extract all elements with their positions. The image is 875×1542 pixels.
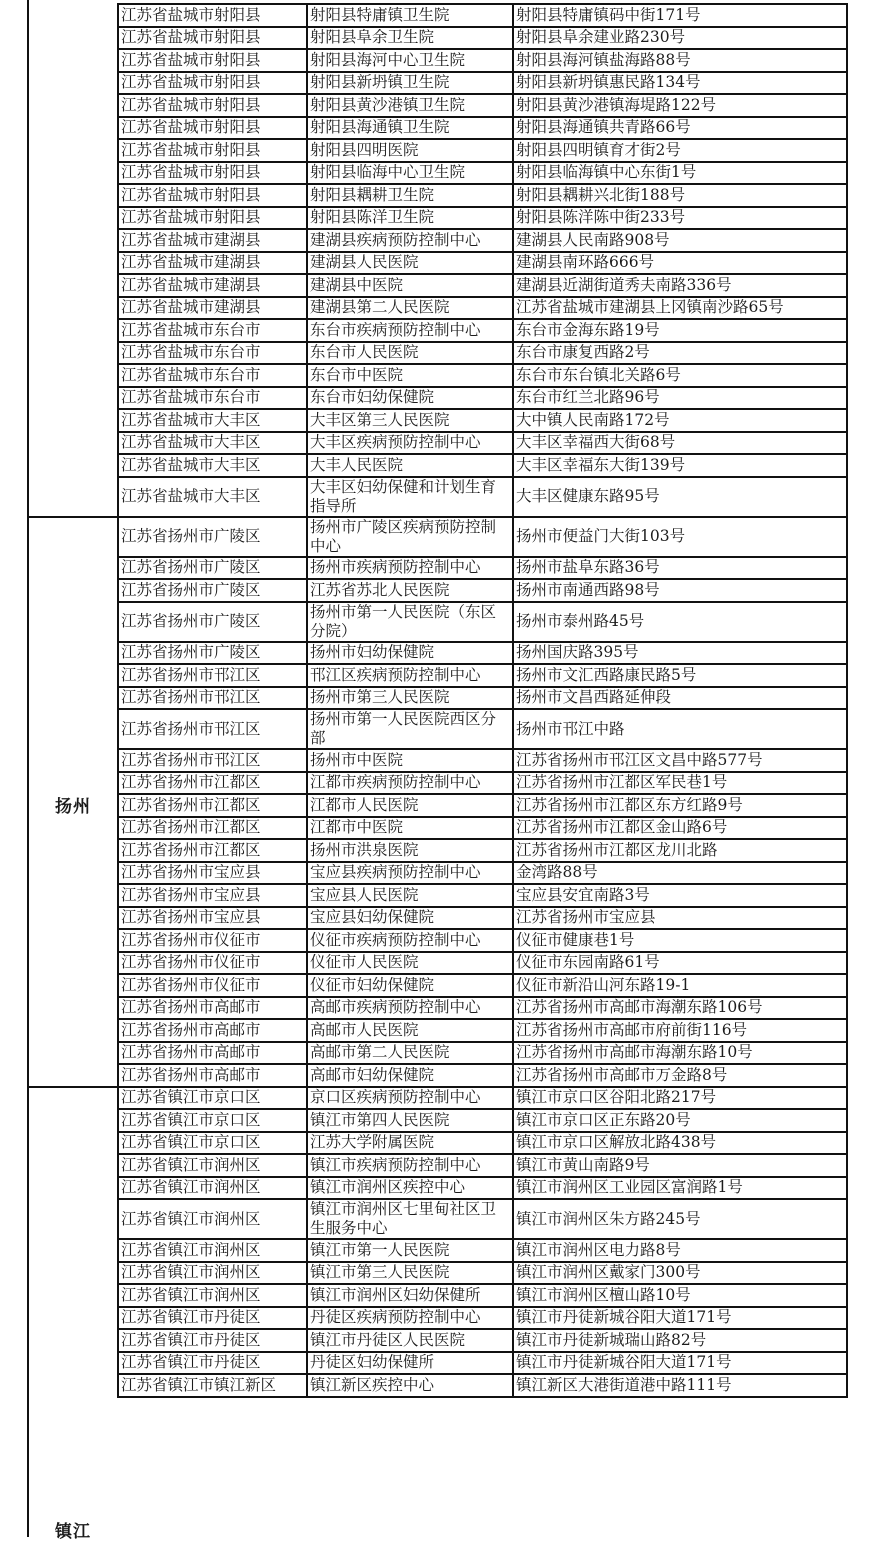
- table-row: [118, 274, 847, 297]
- table-row: [118, 884, 847, 907]
- table-row: [118, 72, 847, 95]
- institution-cell: 建湖县第二人民医院: [307, 297, 513, 320]
- institution-cell: 扬州市疾病预防控制中心: [307, 557, 513, 580]
- table-row: [118, 952, 847, 975]
- region-cell: 江苏省盐城市建湖县: [118, 252, 307, 275]
- address-cell: 江苏省扬州市江都区东方红路9号: [513, 794, 847, 817]
- address-cell: 东台市东台镇北关路6号: [513, 364, 847, 387]
- institution-cell: 建湖县人民医院: [307, 252, 513, 275]
- region-cell: 江苏省扬州市高邮市: [118, 1019, 307, 1042]
- institution-cell: 扬州市洪泉医院: [307, 839, 513, 862]
- region-cell: 江苏省镇江市丹徒区: [118, 1329, 307, 1352]
- address-cell: 镇江市丹徒新城瑞山路82号: [513, 1329, 847, 1352]
- address-cell: 镇江新区大港街道港中路111号: [513, 1374, 847, 1397]
- region-cell: 江苏省盐城市射阳县: [118, 94, 307, 117]
- institution-cell: 大丰区妇幼保健和计划生育指导所: [307, 477, 513, 517]
- address-cell: 江苏省扬州市高邮市万金路8号: [513, 1064, 847, 1087]
- region-cell: 江苏省镇江市京口区: [118, 1132, 307, 1155]
- region-cell: 江苏省扬州市宝应县: [118, 907, 307, 930]
- address-cell: 江苏省扬州市宝应县: [513, 907, 847, 930]
- institution-cell: 高邮市第二人民医院: [307, 1042, 513, 1065]
- address-cell: 仪征市新沿山河东路19-1: [513, 974, 847, 997]
- region-cell: 江苏省扬州市宝应县: [118, 884, 307, 907]
- institution-cell: 射阳县黄沙港镇卫生院: [307, 94, 513, 117]
- institution-cell: 东台市妇幼保健院: [307, 387, 513, 410]
- address-cell: 镇江市黄山南路9号: [513, 1154, 847, 1177]
- table-row: [118, 297, 847, 320]
- institution-cell: 镇江市第三人民医院: [307, 1262, 513, 1285]
- institution-cell: 大丰区疾病预防控制中心: [307, 432, 513, 455]
- institution-cell: 高邮市疾病预防控制中心: [307, 997, 513, 1020]
- institution-cell: 宝应县妇幼保健院: [307, 907, 513, 930]
- table-row: [118, 929, 847, 952]
- region-cell: 江苏省扬州市邗江区: [118, 749, 307, 772]
- institution-cell: 宝应县疾病预防控制中心: [307, 862, 513, 885]
- address-cell: 镇江市润州区戴家门300号: [513, 1262, 847, 1285]
- region-cell: 江苏省扬州市仪征市: [118, 929, 307, 952]
- table-row: [118, 862, 847, 885]
- address-cell: 江苏省扬州市邗江区文昌中路577号: [513, 749, 847, 772]
- institution-cell: 仪征市疾病预防控制中心: [307, 929, 513, 952]
- address-cell: 建湖县南环路666号: [513, 252, 847, 275]
- address-cell: 镇江市京口区解放北路438号: [513, 1132, 847, 1155]
- table-row: [118, 49, 847, 72]
- address-cell: 大丰区幸福西大街68号: [513, 432, 847, 455]
- table-row: [118, 319, 847, 342]
- region-cell: 江苏省扬州市邗江区: [118, 709, 307, 749]
- institution-cell: 镇江市第四人民医院: [307, 1109, 513, 1132]
- institution-cell: 大丰人民医院: [307, 454, 513, 477]
- address-cell: 仪征市东园南路61号: [513, 952, 847, 975]
- table-row: [118, 687, 847, 710]
- table-row: [118, 387, 847, 410]
- region-cell: 江苏省盐城市大丰区: [118, 454, 307, 477]
- address-cell: 镇江市润州区电力路8号: [513, 1239, 847, 1262]
- region-cell: 江苏省扬州市邗江区: [118, 687, 307, 710]
- address-cell: 镇江市京口区正东路20号: [513, 1109, 847, 1132]
- address-cell: 镇江市丹徒新城谷阳大道171号: [513, 1352, 847, 1375]
- table-row: [118, 4, 847, 27]
- institution-cell: 镇江市润州区疾控中心: [307, 1177, 513, 1200]
- institution-cell: 镇江市润州区七里甸社区卫生服务中心: [307, 1199, 513, 1239]
- region-cell: 江苏省盐城市射阳县: [118, 27, 307, 50]
- table-row: [118, 1374, 847, 1397]
- address-cell: 江苏省扬州市高邮市府前街116号: [513, 1019, 847, 1042]
- table-row: [118, 709, 847, 749]
- institution-cell: 江苏省苏北人民医院: [307, 579, 513, 602]
- table-row: [118, 1042, 847, 1065]
- institution-cell: 丹徒区疾病预防控制中心: [307, 1307, 513, 1330]
- institution-cell: 东台市人民医院: [307, 342, 513, 365]
- institution-cell: 东台市中医院: [307, 364, 513, 387]
- institution-cell: 射阳县耦耕卫生院: [307, 184, 513, 207]
- region-cell: 江苏省盐城市射阳县: [118, 162, 307, 185]
- address-cell: 建湖县近湖街道秀夫南路336号: [513, 274, 847, 297]
- institution-cell: 大丰区第三人民医院: [307, 409, 513, 432]
- table-row: [118, 94, 847, 117]
- table-row: [118, 772, 847, 795]
- table-row: [118, 1199, 847, 1239]
- address-cell: 江苏省扬州市高邮市海潮东路106号: [513, 997, 847, 1020]
- region-cell: 江苏省镇江市润州区: [118, 1262, 307, 1285]
- table-row: [118, 207, 847, 230]
- institution-cell: 江都市中医院: [307, 817, 513, 840]
- table-row: [118, 974, 847, 997]
- address-cell: 射阳县黄沙港镇海堤路122号: [513, 94, 847, 117]
- region-cell: 江苏省镇江市京口区: [118, 1109, 307, 1132]
- address-cell: 扬州市泰州路45号: [513, 602, 847, 642]
- address-cell: 江苏省盐城市建湖县上冈镇南沙路65号: [513, 297, 847, 320]
- table-row: [118, 1109, 847, 1132]
- address-cell: 射阳县新坍镇惠民路134号: [513, 72, 847, 95]
- institution-cell: 扬州市广陵区疾病预防控制中心: [307, 517, 513, 557]
- region-cell: 江苏省扬州市江都区: [118, 772, 307, 795]
- region-cell: 江苏省盐城市建湖县: [118, 297, 307, 320]
- institution-cell: 射阳县临海中心卫生院: [307, 162, 513, 185]
- address-cell: 扬州市南通西路98号: [513, 579, 847, 602]
- table-row: [118, 229, 847, 252]
- table-row: [118, 1177, 847, 1200]
- institution-cell: 射阳县陈洋卫生院: [307, 207, 513, 230]
- address-cell: 扬州市邗江中路: [513, 709, 847, 749]
- address-cell: 镇江市润州区工业园区富润路1号: [513, 1177, 847, 1200]
- table-row: [118, 1284, 847, 1307]
- institution-cell: 江都市人民医院: [307, 794, 513, 817]
- address-cell: 东台市康复西路2号: [513, 342, 847, 365]
- table-row: [118, 1352, 847, 1375]
- region-cell: 江苏省镇江市润州区: [118, 1239, 307, 1262]
- region-cell: 江苏省扬州市仪征市: [118, 952, 307, 975]
- region-cell: 江苏省盐城市射阳县: [118, 117, 307, 140]
- address-cell: 江苏省扬州市江都区龙川北路: [513, 839, 847, 862]
- institution-cell: 射阳县四明医院: [307, 139, 513, 162]
- region-cell: 江苏省盐城市大丰区: [118, 477, 307, 517]
- institution-cell: 射阳县阜余卫生院: [307, 27, 513, 50]
- region-cell: 江苏省盐城市射阳县: [118, 72, 307, 95]
- hospital-table: [117, 3, 848, 1398]
- table-row: [118, 1064, 847, 1087]
- address-cell: 大丰区健康东路95号: [513, 477, 847, 517]
- address-cell: 江苏省扬州市江都区金山路6号: [513, 817, 847, 840]
- institution-cell: 镇江新区疾控中心: [307, 1374, 513, 1397]
- institution-cell: 仪征市妇幼保健院: [307, 974, 513, 997]
- address-cell: 扬州市文汇西路康民路5号: [513, 664, 847, 687]
- table-row: [118, 579, 847, 602]
- table-row: [118, 794, 847, 817]
- institution-cell: 东台市疾病预防控制中心: [307, 319, 513, 342]
- region-cell: 江苏省扬州市广陵区: [118, 642, 307, 665]
- institution-cell: 镇江市第一人民医院: [307, 1239, 513, 1262]
- table-row: [118, 1087, 847, 1110]
- address-cell: 仪征市健康巷1号: [513, 929, 847, 952]
- region-cell: 江苏省盐城市大丰区: [118, 409, 307, 432]
- region-cell: 江苏省盐城市射阳县: [118, 139, 307, 162]
- table-row: [118, 839, 847, 862]
- table-row: [118, 602, 847, 642]
- institution-cell: 扬州市妇幼保健院: [307, 642, 513, 665]
- address-cell: 大中镇人民南路172号: [513, 409, 847, 432]
- address-cell: 东台市金海东路19号: [513, 319, 847, 342]
- address-cell: 大丰区幸福东大街139号: [513, 454, 847, 477]
- hospital-table-body: [118, 4, 847, 1397]
- table-row: [118, 252, 847, 275]
- table-row: [118, 1307, 847, 1330]
- address-cell: 建湖县人民南路908号: [513, 229, 847, 252]
- table-row: [118, 1329, 847, 1352]
- region-cell: 江苏省盐城市东台市: [118, 342, 307, 365]
- region-cell: 江苏省扬州市广陵区: [118, 517, 307, 557]
- region-cell: 江苏省扬州市邗江区: [118, 664, 307, 687]
- address-cell: 镇江市润州区檀山路10号: [513, 1284, 847, 1307]
- institution-cell: 邗江区疾病预防控制中心: [307, 664, 513, 687]
- table-row: [118, 477, 847, 517]
- address-cell: 射阳县临海镇中心东街1号: [513, 162, 847, 185]
- institution-cell: 江都市疾病预防控制中心: [307, 772, 513, 795]
- region-cell: 江苏省盐城市射阳县: [118, 207, 307, 230]
- region-cell: 江苏省镇江市润州区: [118, 1177, 307, 1200]
- region-cell: 江苏省镇江市润州区: [118, 1284, 307, 1307]
- table-row: [118, 184, 847, 207]
- table-row: [118, 162, 847, 185]
- region-cell: 江苏省扬州市广陵区: [118, 557, 307, 580]
- address-cell: 镇江市润州区朱方路245号: [513, 1199, 847, 1239]
- region-cell: 江苏省扬州市江都区: [118, 794, 307, 817]
- region-cell: 江苏省扬州市广陵区: [118, 602, 307, 642]
- region-cell: 江苏省扬州市高邮市: [118, 1042, 307, 1065]
- table-row: [118, 642, 847, 665]
- city-group-cell: [27, 516, 117, 1086]
- city-group-cell: [27, 1086, 117, 1542]
- city-group-cell: [27, 0, 117, 516]
- institution-cell: 镇江市润州区妇幼保健所: [307, 1284, 513, 1307]
- address-cell: 镇江市丹徒新城谷阳大道171号: [513, 1307, 847, 1330]
- region-cell: 江苏省盐城市射阳县: [118, 184, 307, 207]
- region-cell: 江苏省扬州市江都区: [118, 817, 307, 840]
- region-cell: 江苏省盐城市建湖县: [118, 229, 307, 252]
- address-cell: 金湾路88号: [513, 862, 847, 885]
- address-cell: 扬州市盐阜东路36号: [513, 557, 847, 580]
- address-cell: 射阳县特庸镇码中街171号: [513, 4, 847, 27]
- table-row: [118, 997, 847, 1020]
- table-row: [118, 1019, 847, 1042]
- institution-cell: 扬州市第一人民医院西区分部: [307, 709, 513, 749]
- region-cell: 江苏省镇江市润州区: [118, 1199, 307, 1239]
- table-row: [118, 664, 847, 687]
- address-cell: 扬州国庆路395号: [513, 642, 847, 665]
- table-row: [118, 454, 847, 477]
- address-cell: 扬州市文昌西路延伸段: [513, 687, 847, 710]
- table-row: [118, 364, 847, 387]
- table-row: [118, 342, 847, 365]
- region-cell: 江苏省镇江市镇江新区: [118, 1374, 307, 1397]
- institution-cell: 高邮市人民医院: [307, 1019, 513, 1042]
- region-cell: 江苏省盐城市东台市: [118, 364, 307, 387]
- institution-cell: 射阳县新坍镇卫生院: [307, 72, 513, 95]
- table-row: [118, 409, 847, 432]
- institution-cell: 高邮市妇幼保健院: [307, 1064, 513, 1087]
- region-cell: 江苏省扬州市宝应县: [118, 862, 307, 885]
- address-cell: 宝应县安宜南路3号: [513, 884, 847, 907]
- institution-cell: 京口区疾病预防控制中心: [307, 1087, 513, 1110]
- table-row: [118, 817, 847, 840]
- institution-cell: 扬州市中医院: [307, 749, 513, 772]
- table-row: [118, 117, 847, 140]
- region-cell: 江苏省盐城市射阳县: [118, 49, 307, 72]
- table-row: [118, 27, 847, 50]
- table-row: [118, 1132, 847, 1155]
- region-cell: 江苏省镇江市京口区: [118, 1087, 307, 1110]
- institution-cell: 扬州市第三人民医院: [307, 687, 513, 710]
- institution-cell: 仪征市人民医院: [307, 952, 513, 975]
- institution-cell: 扬州市第一人民医院（东区分院）: [307, 602, 513, 642]
- institution-cell: 镇江市丹徒区人民医院: [307, 1329, 513, 1352]
- region-cell: 江苏省盐城市建湖县: [118, 274, 307, 297]
- institution-cell: 建湖县中医院: [307, 274, 513, 297]
- institution-cell: 宝应县人民医院: [307, 884, 513, 907]
- table-row: [118, 139, 847, 162]
- region-cell: 江苏省盐城市东台市: [118, 319, 307, 342]
- region-cell: 江苏省盐城市大丰区: [118, 432, 307, 455]
- institution-cell: 丹徒区妇幼保健所: [307, 1352, 513, 1375]
- table-row: [118, 907, 847, 930]
- region-cell: 江苏省镇江市丹徒区: [118, 1352, 307, 1375]
- institution-cell: 射阳县海通镇卫生院: [307, 117, 513, 140]
- address-cell: 射阳县海通镇共青路66号: [513, 117, 847, 140]
- region-cell: 江苏省盐城市东台市: [118, 387, 307, 410]
- region-cell: 江苏省扬州市高邮市: [118, 997, 307, 1020]
- institution-cell: 江苏大学附属医院: [307, 1132, 513, 1155]
- address-cell: 射阳县陈洋陈中街233号: [513, 207, 847, 230]
- table-row: [118, 557, 847, 580]
- table-row: [118, 432, 847, 455]
- region-cell: 江苏省扬州市江都区: [118, 839, 307, 862]
- city-label: 镇江: [55, 1522, 91, 1542]
- region-cell: 江苏省镇江市润州区: [118, 1154, 307, 1177]
- table-row: [118, 1154, 847, 1177]
- address-cell: 扬州市便益门大街103号: [513, 517, 847, 557]
- address-cell: 射阳县四明镇育才街2号: [513, 139, 847, 162]
- region-cell: 江苏省盐城市射阳县: [118, 4, 307, 27]
- institution-cell: 射阳县特庸镇卫生院: [307, 4, 513, 27]
- region-cell: 江苏省扬州市高邮市: [118, 1064, 307, 1087]
- institution-cell: 建湖县疾病预防控制中心: [307, 229, 513, 252]
- address-cell: 江苏省扬州市江都区军民巷1号: [513, 772, 847, 795]
- address-cell: 射阳县阜余建业路230号: [513, 27, 847, 50]
- institution-cell: 射阳县海河中心卫生院: [307, 49, 513, 72]
- table-row: [118, 1239, 847, 1262]
- institution-cell: 镇江市疾病预防控制中心: [307, 1154, 513, 1177]
- table-row: [118, 1262, 847, 1285]
- address-cell: 射阳县耦耕兴北街188号: [513, 184, 847, 207]
- table-row: [118, 517, 847, 557]
- table-row: [118, 749, 847, 772]
- region-cell: 江苏省扬州市仪征市: [118, 974, 307, 997]
- address-cell: 江苏省扬州市高邮市海潮东路10号: [513, 1042, 847, 1065]
- region-cell: 江苏省镇江市丹徒区: [118, 1307, 307, 1330]
- address-cell: 射阳县海河镇盐海路88号: [513, 49, 847, 72]
- address-cell: 镇江市京口区谷阳北路217号: [513, 1087, 847, 1110]
- region-cell: 江苏省扬州市广陵区: [118, 579, 307, 602]
- address-cell: 东台市红兰北路96号: [513, 387, 847, 410]
- city-label: 扬州: [55, 797, 91, 817]
